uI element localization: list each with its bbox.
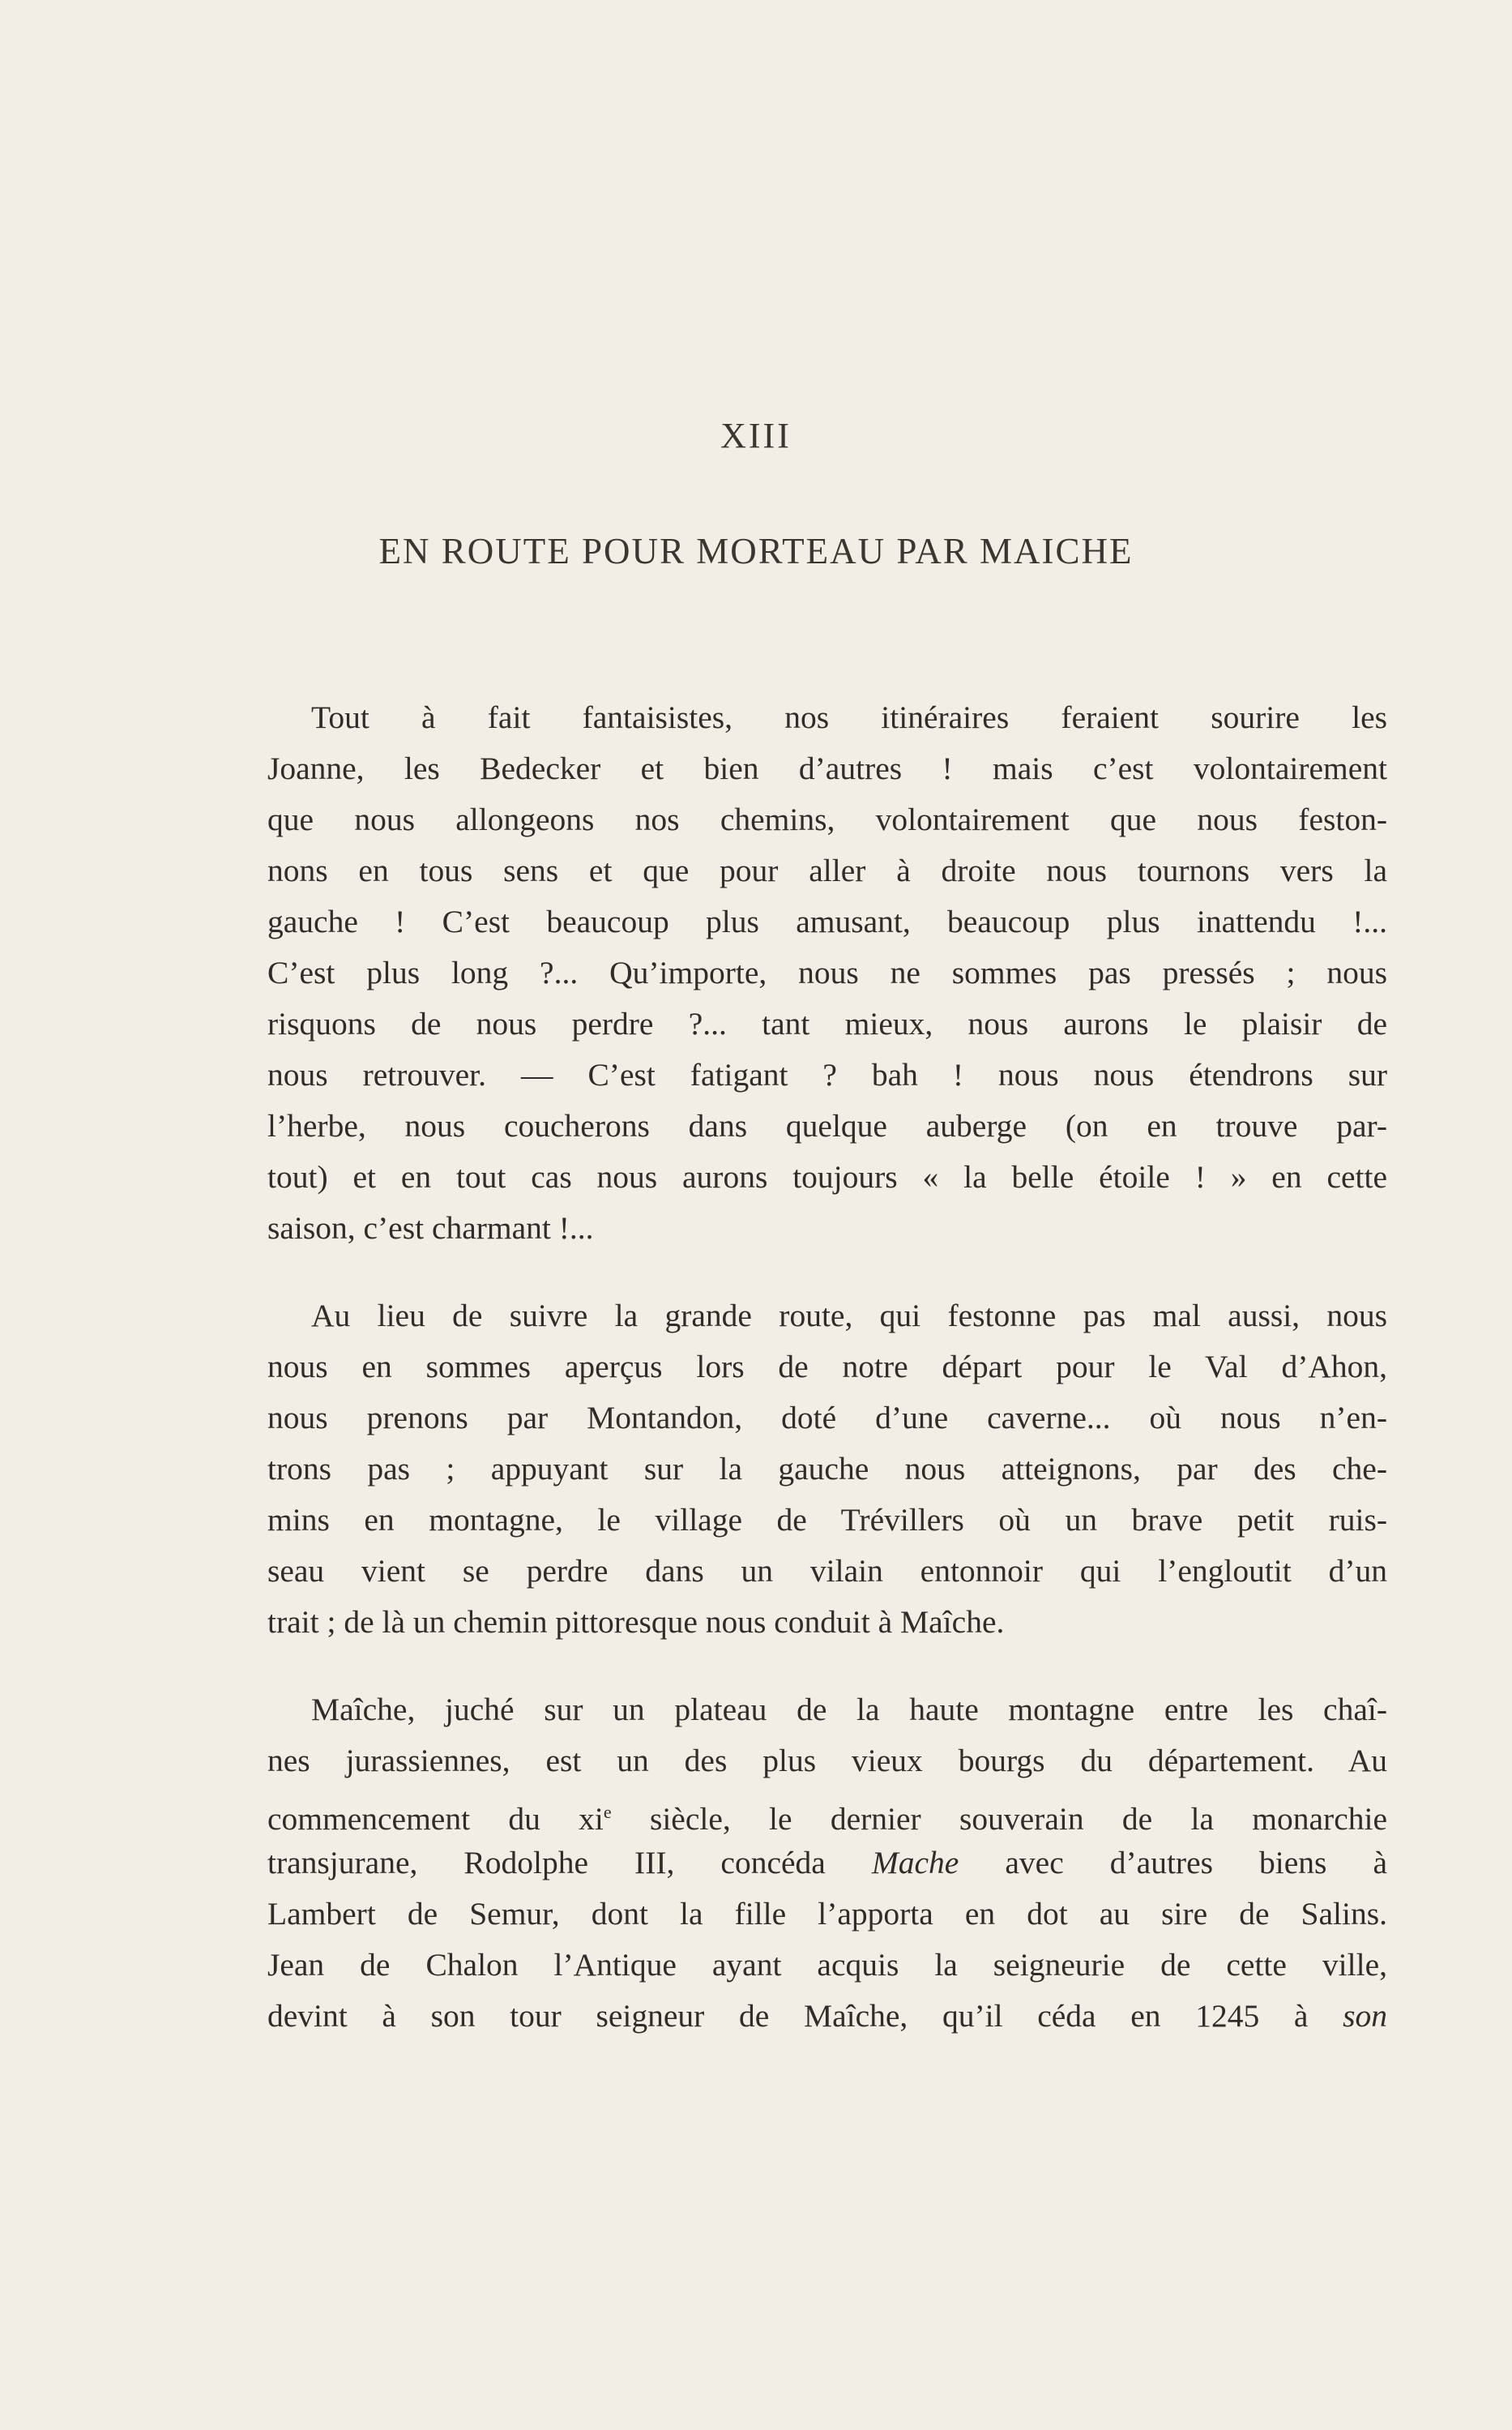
paragraph-3 <box>267 1684 1387 2042</box>
paragraph-1 <box>267 692 1387 1254</box>
text-line <box>267 1786 1387 1837</box>
text-line: Joanne, les Bedecker et bien d’autres ! mais c’est volontairement <box>267 751 1387 786</box>
text-line: mins en montagne, le village de Trévillers où un brave petit ruis- <box>267 1502 1387 1538</box>
text-line: Maîche, juché sur un plateau de la haute montagne entre les chaî- <box>311 1692 1387 1727</box>
text-line: risquons de nous perdre ?... tant mieux, nous aurons le plaisir de <box>267 1006 1387 1042</box>
text-line: Au lieu de suivre la grande route, qui festonne pas mal aussi, nous <box>311 1298 1387 1333</box>
text-line: l’herbe, nous coucherons dans quelque auberge (on en trouve par- <box>267 1108 1387 1144</box>
text-line: Lambert de Semur, dont la fille l’apporta en dot au sire de Salins. <box>267 1896 1387 1932</box>
text-segment: commencement du xi <box>267 1801 604 1837</box>
text-segment: transjurane, Rodolphe III, concéda <box>267 1845 826 1880</box>
text-segment: avec d’autres biens à <box>959 1845 1387 1880</box>
text-line: trait ; de là un chemin pittoresque nous conduit à Maîche. <box>267 1604 1005 1640</box>
text-line: nous en sommes aperçus lors de notre départ pour le Val d’Ahon, <box>267 1349 1387 1384</box>
paragraph-2 <box>267 1290 1387 1648</box>
text-line: tout) et en tout cas nous aurons toujours « la belle étoile ! » en cette <box>267 1159 1387 1195</box>
body-text <box>267 692 1387 2078</box>
superscript: e <box>603 1802 612 1822</box>
text-line: nous retrouver. — C’est fatigant ? bah ! nous nous étendrons sur <box>267 1057 1387 1093</box>
text-line: seau vient se perdre dans un vilain entonnoir qui l’engloutit d’un <box>267 1553 1387 1589</box>
text-line: nes jurassiennes, est un des plus vieux bourgs du département. Au <box>267 1743 1387 1778</box>
text-line: Jean de Chalon l’Antique ayant acquis la seigneurie de cette ville, <box>267 1947 1387 1983</box>
text-line <box>267 1837 1387 1889</box>
text-line <box>267 1991 1387 2042</box>
text-segment: siècle, le dernier souverain de la monarchie <box>611 1801 1387 1837</box>
text-line: gauche ! C’est beaucoup plus amusant, beaucoup plus inattendu !... <box>267 904 1387 939</box>
text-line: C’est plus long ?... Qu’importe, nous ne sommes pas pressés ; nous <box>267 955 1387 990</box>
text-segment: devint à son tour seigneur de Maîche, qu’il céda en 1245 à <box>267 1998 1309 2034</box>
text-line: nous prenons par Montandon, doté d’une caverne... où nous n’en- <box>267 1400 1387 1435</box>
text-line: que nous allongeons nos chemins, volontairement que nous feston- <box>267 802 1387 837</box>
text-line: saison, c’est charmant !... <box>267 1210 594 1246</box>
italic-word: son <box>1343 1998 1387 2034</box>
italic-word: Mache <box>871 1845 959 1880</box>
text-line: Tout à fait fantaisistes, nos itinéraires feraient sourire les <box>311 699 1387 735</box>
chapter-number: XIII <box>720 416 792 456</box>
text-line: trons pas ; appuyant sur la gauche nous atteignons, par des che- <box>267 1451 1387 1487</box>
text-line: nons en tous sens et que pour aller à droite nous tournons vers la <box>267 853 1387 888</box>
chapter-title: EN ROUTE POUR MORTEAU PAR MAICHE <box>378 531 1134 571</box>
